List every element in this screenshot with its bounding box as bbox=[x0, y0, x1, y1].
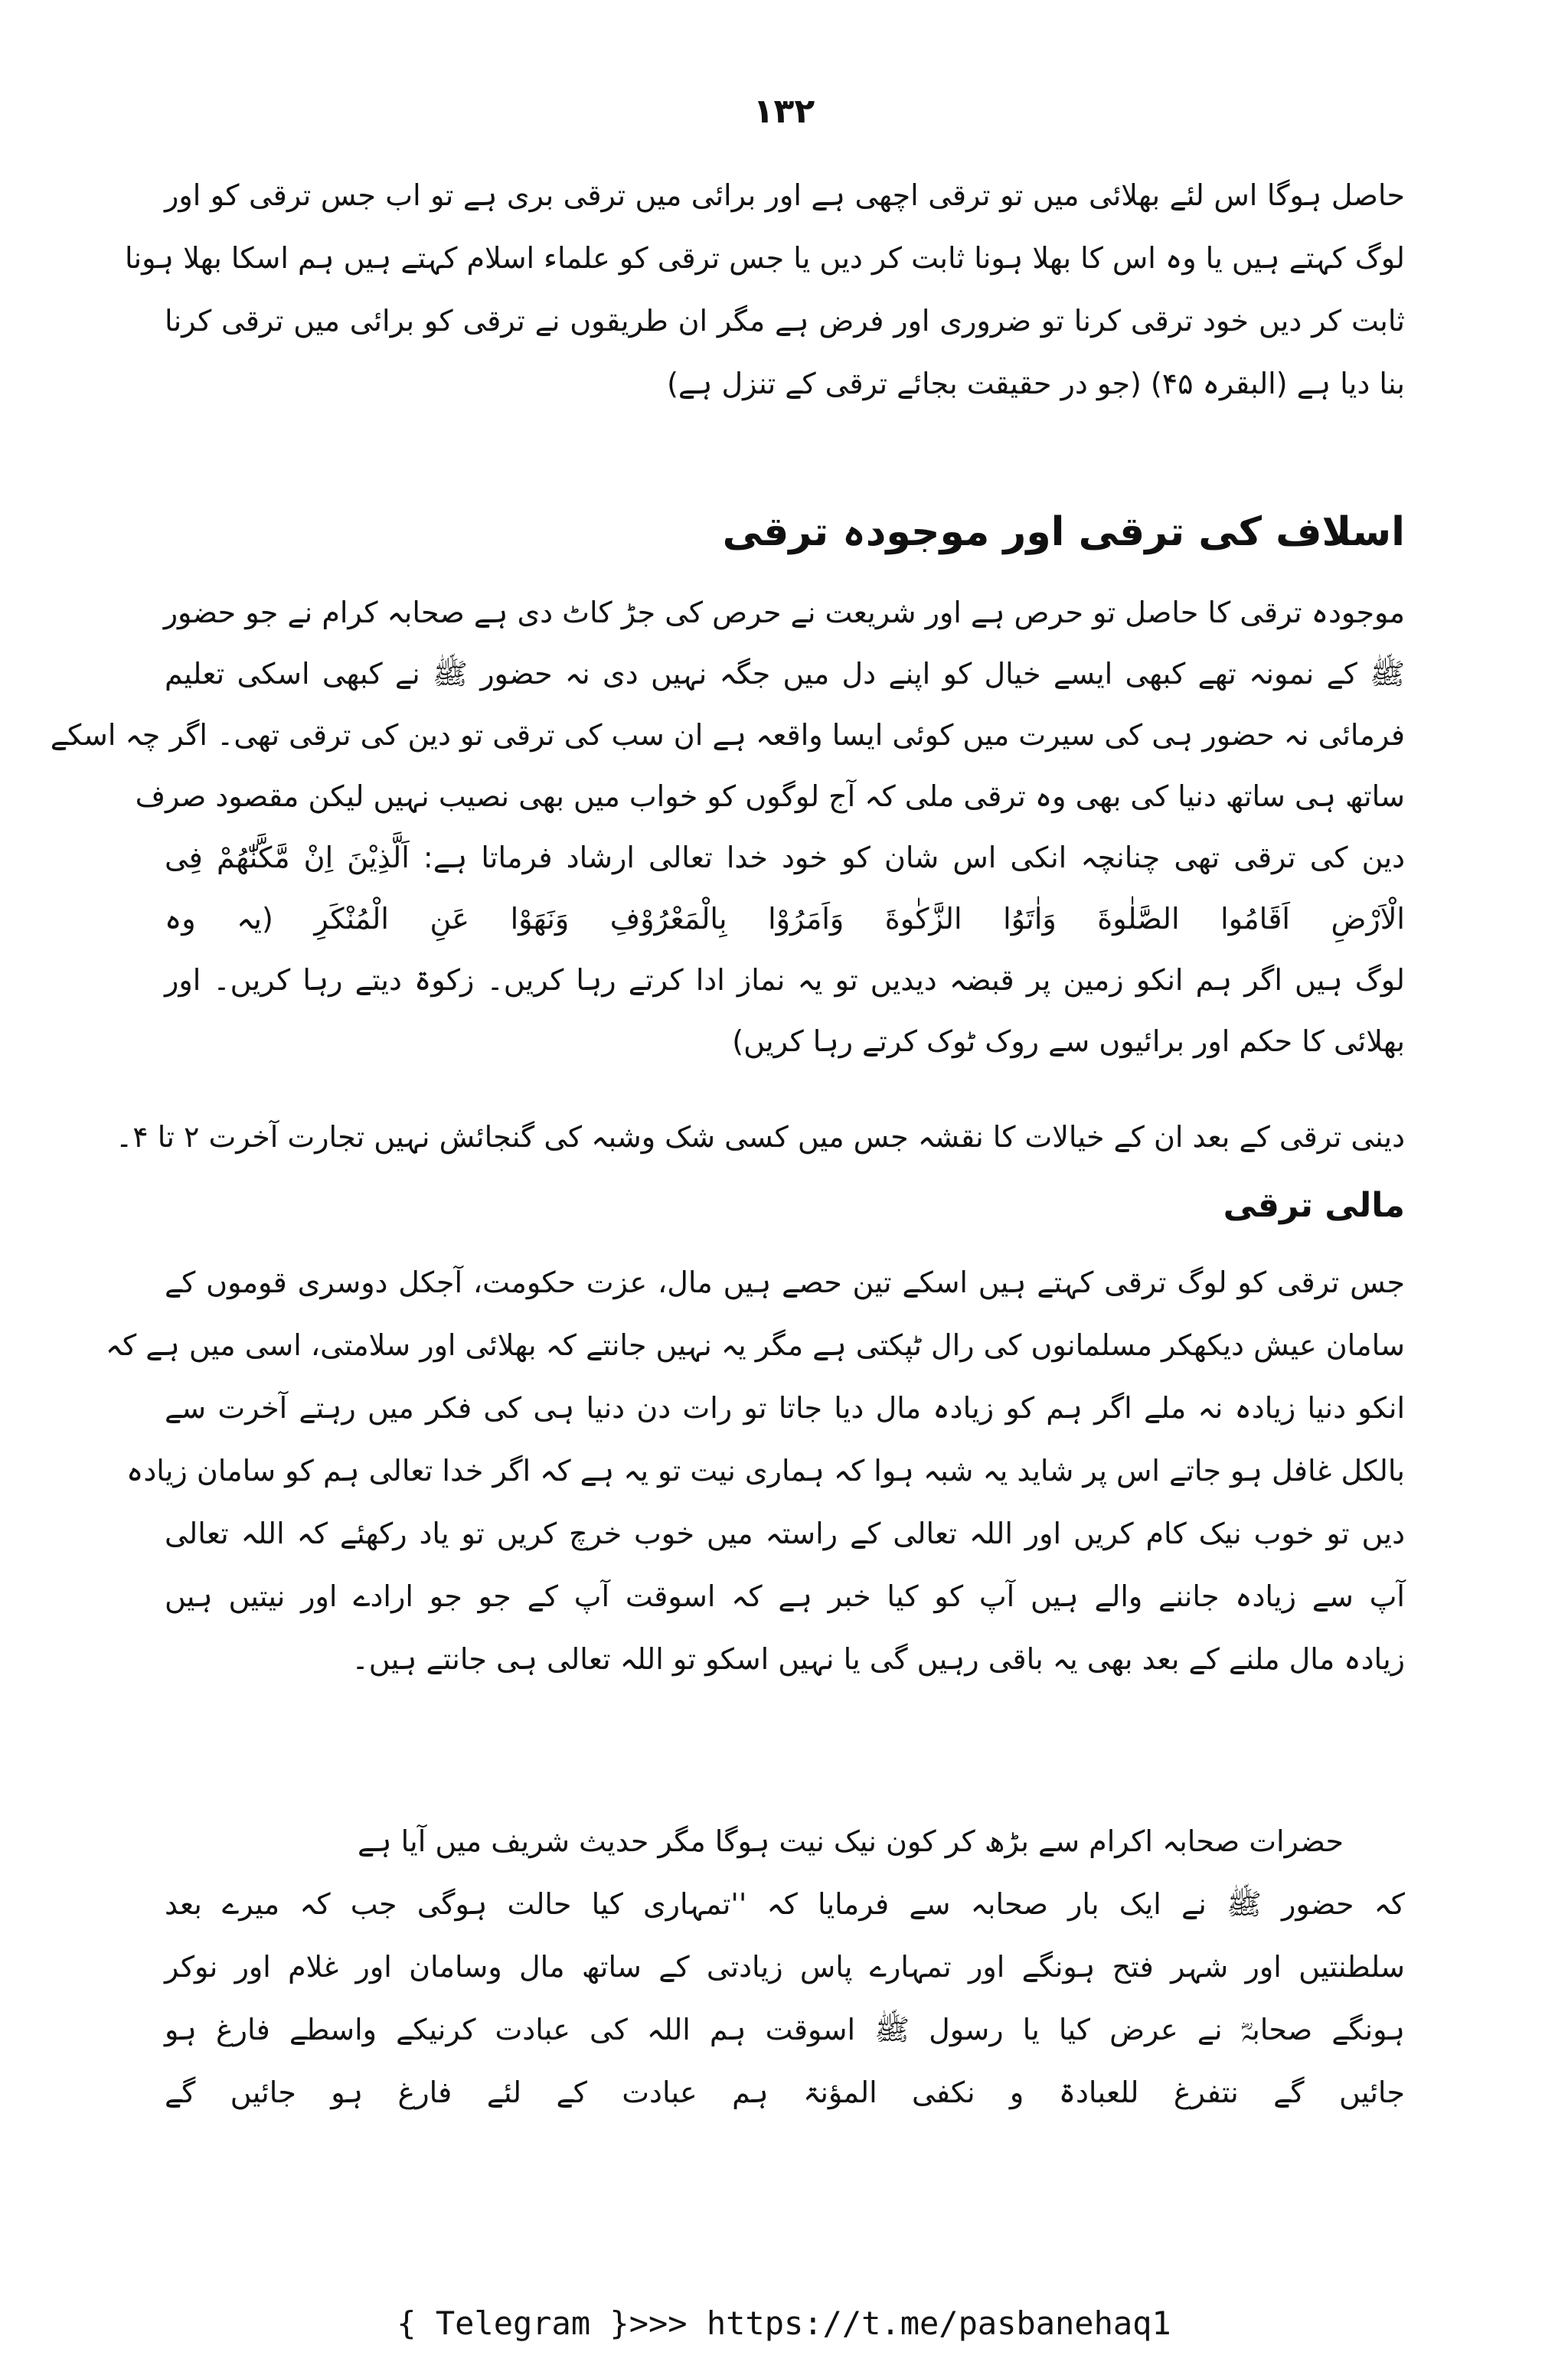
text-line: ساتھ ہی ساتھ دنیا کی بھی وہ ترقی ملی کہ آج لوگوں کو خواب میں بھی نصیب نہیں لیکن مقصود صرف bbox=[135, 779, 1405, 813]
section-heading-block bbox=[165, 505, 1405, 559]
section-heading: اسلاف کی ترقی اور موجودہ ترقی bbox=[722, 509, 1405, 555]
text-line: کہ حضور ﷺ نے ایک بار صحابہ سے فرمایا کہ ''تمہاری کیا حالت ہوگی جب کہ میرے بعد bbox=[165, 1887, 1405, 1921]
paragraph-reference bbox=[116, 1118, 1405, 1156]
text-line: موجودہ ترقی کا حاصل تو حرص ہے اور شریعت نے حرص کی جڑ کاٹ دی ہے صحابہ کرام نے جو حضور bbox=[163, 596, 1405, 629]
text-line: بنا دیا ہے (البقرہ ۴۵) (جو در حقیقت بجائے ترقی کے تنزل ہے) bbox=[667, 367, 1405, 400]
text-line: فرمائی نہ حضور ہی کی سیرت میں کوئی ایسا واقعہ ہے ان سب کی ترقی تو دین کی ترقی تھی۔ اگر چہ اسکے bbox=[50, 718, 1405, 752]
text-line: انکو دنیا زیادہ نہ ملے اگر ہم کو زیادہ مال دیا جاتا تو رات دن دنیا ہی کی فکر میں رہتے آخرت سے bbox=[165, 1391, 1405, 1425]
text-line: دینی ترقی کے بعد ان کے خیالات کا نقشہ جس میں کسی شک وشبہ کی گنجائش نہیں تجارت آخرت ۲ تا ۴۔ bbox=[116, 1120, 1405, 1154]
page-number: ۱۳۲ bbox=[753, 92, 815, 131]
paragraph-intro bbox=[124, 176, 1405, 403]
text-line: جائیں گے نتفرغ للعبادۃ و نکفی المؤنۃ ہم عبادت کے لئے فارغ ہو جائیں گے bbox=[165, 2076, 1405, 2109]
paragraph-financial bbox=[105, 1263, 1405, 1678]
text-line: حضرات صحابہ اکرام سے بڑھ کر کون نیک نیت ہوگا مگر حدیث شریف میں آیا ہے bbox=[357, 1824, 1344, 1858]
text-line: لوگ ہیں اگر ہم انکو زمین پر قبضہ دیدیں تو یہ نماز ادا کرتے رہا کریں۔ زکوۃ دیتے رہا کریں۔ اور bbox=[165, 963, 1405, 997]
text-line: زیادہ مال ملنے کے بعد بھی یہ باقی رہیں گی یا نہیں اسکو تو اللہ تعالی ہی جانتے ہیں۔ bbox=[351, 1642, 1405, 1676]
text-line: دین کی ترقی تھی چنانچہ انکی اس شان کو خود خدا تعالی ارشاد فرماتا ہے: اَلَّذِيْنَ اِنْ مَّكَّنّٰهُمْ فِی bbox=[165, 841, 1405, 874]
text-line: بالکل غافل ہو جاتے اس پر شاید یہ شبہ ہوا کہ ہماری نیت تو یہ ہے کہ اگر خدا تعالی ہم کو سامان زیادہ bbox=[126, 1454, 1405, 1488]
quran-verse-line: الْاَرْضِ اَقَامُوا الصَّلٰوةَ وَاٰتَوُا الزَّكٰوةَ وَاَمَرُوْا بِالْمَعْرُوْفِ وَنَهَوْا عَنِ الْمُنْكَرِ (یہ وہ bbox=[165, 902, 1405, 936]
text-line: لوگ کہتے ہیں یا وہ اس کا بھلا ہونا ثابت کر دیں یا جس ترقی کو علماء اسلام کہتے ہیں ہم اسکا بھلا ہونا bbox=[124, 241, 1405, 275]
text-line: ثابت کر دیں خود ترقی کرنا تو ضروری اور فرض ہے مگر ان طریقوں نے ترقی کو برائی میں ترقی کرنا bbox=[165, 304, 1405, 338]
paragraph-predecessors bbox=[50, 593, 1405, 1060]
text-line: ہونگے صحابہؓ نے عرض کیا یا رسول ﷺ اسوقت ہم اللہ کی عبادت کرنیکے واسطے فارغ ہو bbox=[165, 2013, 1405, 2046]
text-line: دیں تو خوب نیک کام کریں اور اللہ تعالی کے راستہ میں خوب خرچ کریں تو یاد رکھئے کہ اللہ تعالی bbox=[165, 1517, 1405, 1550]
text-line: ﷺ کے نمونہ تھے کبھی ایسے خیال کو اپنے دل میں جگہ نہیں دی نہ حضور ﷺ نے کبھی اسکی تعلیم bbox=[165, 657, 1405, 691]
text-line: آپ سے زیادہ جاننے والے ہیں آپ کو کیا خبر ہے کہ اسوقت آپ کے جو جو ارادے اور نیتیں ہیں bbox=[165, 1579, 1405, 1613]
text-line: سامان عیش دیکھکر مسلمانوں کی رال ٹپکتی ہے مگر یہ نہیں جانتے کہ بھلائی اور سلامتی، اسی میں ہے کہ bbox=[105, 1328, 1405, 1362]
telegram-footer: { Telegram }>>> https://t.me/pasbanehaq1 bbox=[397, 2304, 1171, 2342]
text-line: سلطنتیں اور شہر فتح ہونگے اور تمہارے پاس زیادتی کے ساتھ مال وسامان اور غلام اور نوکر bbox=[165, 1950, 1405, 1984]
subheading-block bbox=[165, 1183, 1405, 1229]
subheading-financial-progress: مالی ترقی bbox=[1223, 1186, 1405, 1225]
text-line: بھلائی کا حکم اور برائیوں سے روک ٹوک کرتے رہا کریں) bbox=[732, 1024, 1405, 1058]
text-line: حاصل ہوگا اس لئے بھلائی میں تو ترقی اچھی ہے اور برائی میں ترقی بری ہے تو اب جس ترقی کو اور bbox=[165, 178, 1405, 212]
paragraph-companions bbox=[165, 1822, 1405, 2112]
text-line: جس ترقی کو لوگ ترقی کہتے ہیں اسکے تین حصے ہیں مال، عزت حکومت، آجکل دوسری قوموں کے bbox=[165, 1266, 1405, 1299]
